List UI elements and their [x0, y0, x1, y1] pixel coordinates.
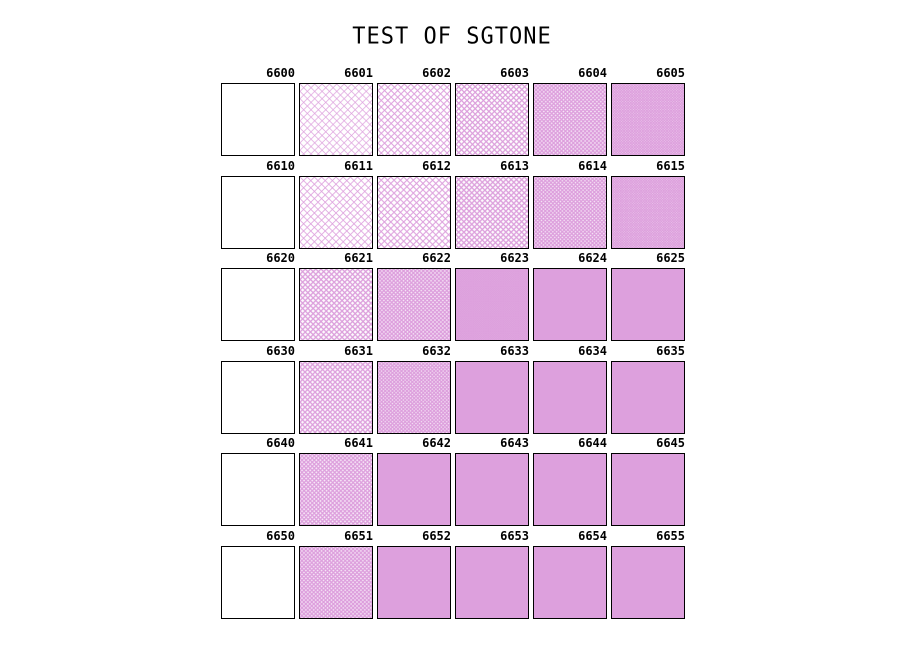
tone-swatch	[611, 83, 685, 156]
tone-swatch	[533, 176, 607, 249]
tone-swatch	[611, 268, 685, 341]
tile-label: 6651	[344, 529, 373, 543]
tone-tile	[455, 529, 529, 621]
tile-label: 6650	[266, 529, 295, 543]
tone-swatch	[299, 453, 373, 526]
tone-swatch	[455, 361, 529, 434]
tone-tile	[455, 436, 529, 528]
tile-label: 6602	[422, 66, 451, 80]
tile-label: 6620	[266, 251, 295, 266]
hatch-pattern	[300, 547, 372, 618]
tone-tile	[221, 344, 295, 436]
tone-tile	[299, 66, 373, 158]
tone-swatch	[377, 453, 451, 526]
tone-swatch	[611, 546, 685, 619]
tile-label: 6605	[656, 66, 685, 80]
tone-tile	[299, 436, 373, 528]
tone-swatch	[377, 361, 451, 434]
tile-label: 6610	[266, 158, 295, 173]
tile-label: 6612	[422, 158, 451, 173]
tone-swatch	[221, 268, 295, 341]
tone-swatch	[377, 83, 451, 156]
tile-label: 6654	[578, 529, 607, 543]
tile-label: 6633	[500, 343, 529, 358]
hatch-pattern	[300, 269, 372, 340]
tone-tile	[455, 251, 529, 343]
tone-swatch	[611, 453, 685, 526]
tone-tile	[221, 251, 295, 343]
tone-swatch	[533, 268, 607, 341]
hatch-pattern	[456, 269, 528, 340]
tone-tile	[533, 529, 607, 621]
tone-tile	[221, 436, 295, 528]
tile-label: 6603	[500, 66, 529, 80]
tile-label: 6655	[656, 529, 685, 543]
tone-tile	[299, 529, 373, 621]
tile-label: 6642	[422, 436, 451, 451]
tile-label: 6641	[344, 436, 373, 451]
tone-tile	[377, 529, 451, 621]
tone-tile	[299, 159, 373, 251]
tone-tile	[533, 66, 607, 158]
tone-swatch	[533, 83, 607, 156]
tone-tile	[611, 66, 685, 158]
tone-swatch	[455, 546, 529, 619]
tone-swatch	[221, 176, 295, 249]
tile-label: 6611	[344, 158, 373, 173]
tone-tile	[611, 529, 685, 621]
tone-swatch	[611, 361, 685, 434]
tone-swatch	[533, 546, 607, 619]
tone-swatch	[221, 453, 295, 526]
tone-swatch	[299, 83, 373, 156]
hatch-pattern	[456, 177, 528, 248]
tone-tile	[221, 66, 295, 158]
hatch-pattern	[378, 177, 450, 248]
tone-swatch	[533, 361, 607, 434]
tone-swatch	[377, 546, 451, 619]
tile-label: 6625	[656, 251, 685, 266]
tile-label: 6645	[656, 436, 685, 451]
tile-label: 6634	[578, 343, 607, 358]
tile-label: 6600	[266, 66, 295, 80]
tone-tile	[377, 436, 451, 528]
tile-label: 6652	[422, 529, 451, 543]
hatch-pattern	[378, 362, 450, 433]
figure-title: TEST OF SGTONE	[352, 23, 552, 50]
hatch-pattern	[378, 84, 450, 155]
tone-tile	[221, 159, 295, 251]
tile-label: 6643	[500, 436, 529, 451]
tone-tile	[611, 251, 685, 343]
tile-label: 6623	[500, 251, 529, 266]
hatch-pattern	[300, 177, 372, 248]
tone-swatch	[455, 268, 529, 341]
tone-tile	[533, 251, 607, 343]
tone-tile	[455, 66, 529, 158]
hatch-pattern	[612, 84, 684, 155]
tile-label: 6640	[266, 436, 295, 451]
tone-swatch	[299, 268, 373, 341]
tone-swatch	[455, 83, 529, 156]
tone-swatch	[299, 546, 373, 619]
tone-swatch	[455, 453, 529, 526]
hatch-pattern	[300, 84, 372, 155]
tone-tile	[611, 436, 685, 528]
hatch-pattern	[534, 177, 606, 248]
tone-swatch	[377, 268, 451, 341]
tile-label: 6621	[344, 251, 373, 266]
tone-tile	[611, 159, 685, 251]
hatch-pattern	[534, 84, 606, 155]
tone-tile	[299, 251, 373, 343]
tone-tile	[377, 159, 451, 251]
tone-tile	[377, 251, 451, 343]
hatch-pattern	[456, 84, 528, 155]
tone-swatch	[377, 176, 451, 249]
tile-label: 6653	[500, 529, 529, 543]
hatch-pattern	[378, 269, 450, 340]
tone-swatch	[221, 546, 295, 619]
tile-label: 6601	[344, 66, 373, 80]
tone-swatch	[611, 176, 685, 249]
tile-label: 6613	[500, 158, 529, 173]
tone-tile	[377, 66, 451, 158]
tone-swatch	[455, 176, 529, 249]
tile-label: 6644	[578, 436, 607, 451]
tile-label: 6630	[266, 343, 295, 358]
tile-label: 6614	[578, 158, 607, 173]
tile-label: 6615	[656, 158, 685, 173]
tone-tile	[611, 344, 685, 436]
tile-label: 6635	[656, 343, 685, 358]
tone-tile	[533, 344, 607, 436]
tile-label: 6632	[422, 343, 451, 358]
tone-tile	[221, 529, 295, 621]
tone-tile	[533, 159, 607, 251]
tone-tile	[455, 159, 529, 251]
tone-swatch	[221, 361, 295, 434]
tone-tile	[533, 436, 607, 528]
tile-label: 6624	[578, 251, 607, 266]
hatch-pattern	[612, 177, 684, 248]
tone-tile	[455, 344, 529, 436]
tone-tile	[377, 344, 451, 436]
tile-label: 6622	[422, 251, 451, 266]
tone-swatch	[221, 83, 295, 156]
tone-swatch	[299, 361, 373, 434]
tone-swatch	[533, 453, 607, 526]
tile-label: 6631	[344, 343, 373, 358]
tone-tile	[299, 344, 373, 436]
tile-label: 6604	[578, 66, 607, 80]
hatch-pattern	[300, 362, 372, 433]
hatch-pattern	[300, 454, 372, 525]
tone-swatch	[299, 176, 373, 249]
